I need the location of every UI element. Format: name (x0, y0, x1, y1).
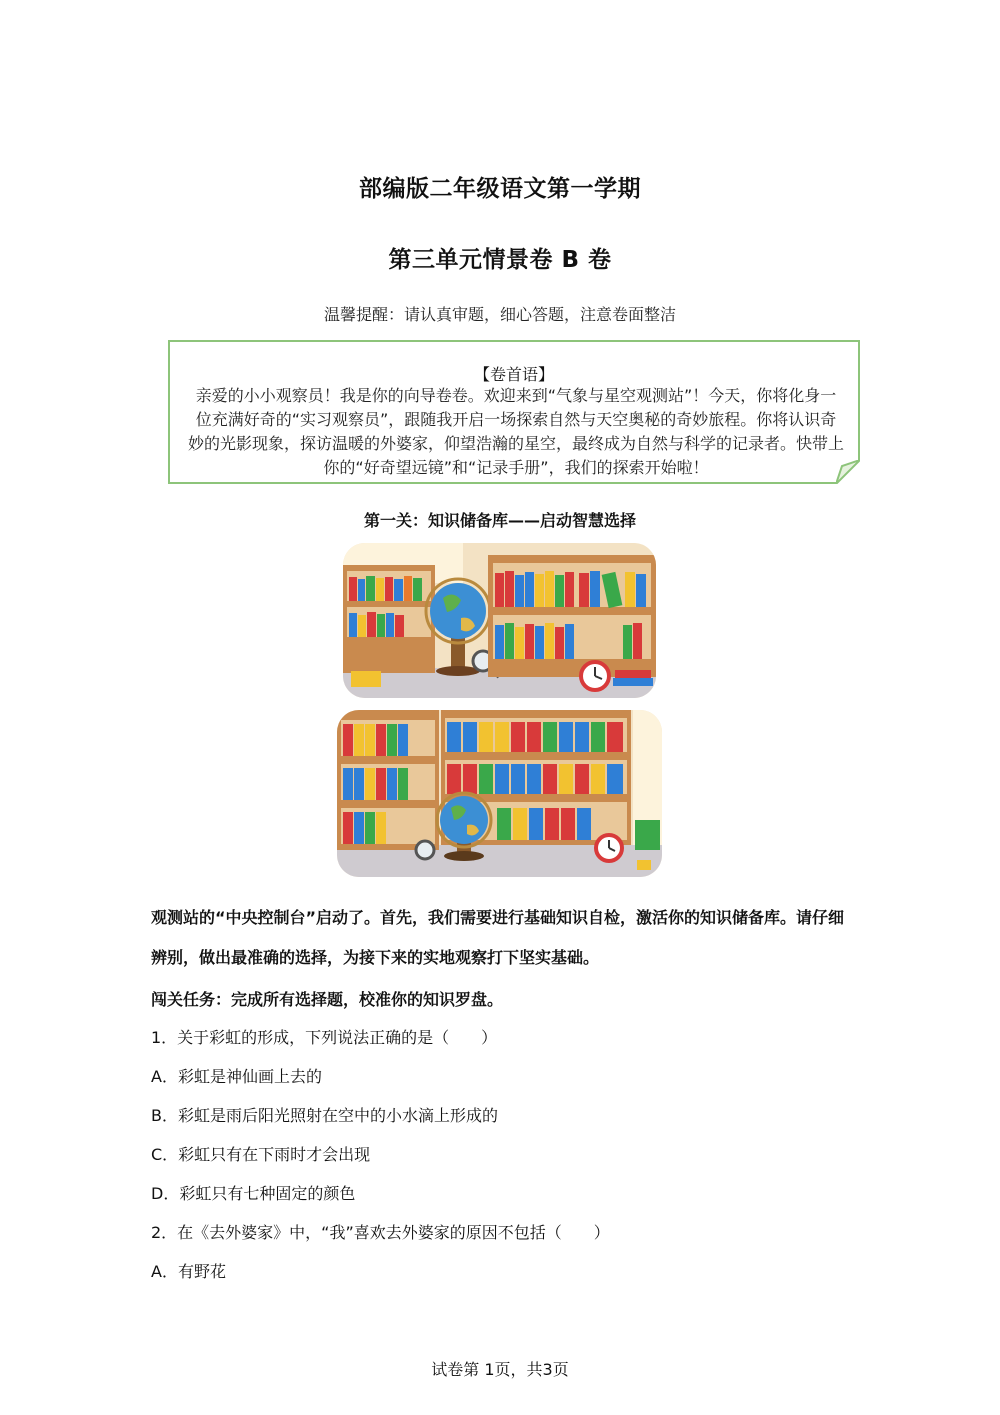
section-task: 闯关任务：完成所有选择题，校准你的知识罗盘。 (151, 990, 504, 1009)
question-1-stem: 1．关于彩虹的形成，下列说法正确的是（ ） (151, 1028, 498, 1047)
page-curl-icon (836, 460, 860, 484)
page-footer: 试卷第 1页，共3页 (431, 1360, 569, 1379)
library-illustration-2 (337, 710, 662, 877)
preface-title: 【卷首语】 (473, 365, 554, 384)
question-2-option-a: A．有野花 (151, 1262, 226, 1281)
question-1-option-a: A．彩虹是神仙画上去的 (151, 1067, 322, 1086)
question-1-option-d: D．彩虹只有七种固定的颜色 (151, 1184, 356, 1203)
section-heading: 第一关：知识储备库——启动智慧选择 (363, 511, 636, 530)
preface-text: 亲爱的小小观察员！我是你的向导卷卷。欢迎来到“气象与星空观测站”！今天，你将化身一位充满好奇的“实习观察员”，跟随我开启一场探索自然与天空奥秘的奇妙旅程。你将认识奇妙的光影现象，探访温暖的外婆家，仰望浩瀚的星空，最终成为自然与科学的记录者。快带上你的“好奇望远镜”和“记录手册”，我们的探索开始啦！ (188, 386, 845, 477)
exam-hint: 温馨提醒：请认真审题，细心答题，注意卷面整洁 (323, 305, 676, 324)
exam-title: 部编版二年级语文第一学期 (359, 176, 641, 202)
question-1-option-c: C．彩虹只有在下雨时才会出现 (151, 1145, 371, 1164)
preface-box (168, 340, 860, 484)
library-illustration-1 (343, 543, 656, 698)
exam-subtitle: 第三单元情景卷 B 卷 (388, 247, 612, 273)
question-2-stem: 2．在《去外婆家》中，“我”喜欢去外婆家的原因不包括（ ） (151, 1223, 610, 1242)
section-intro: 观测站的“中央控制台”启动了。首先，我们需要进行基础知识自检，激活你的知识储备库。请仔细辨别，做出最准确的选择，为接下来的实地观察打下坚实基础。 (151, 908, 845, 967)
question-1-option-b: B．彩虹是雨后阳光照射在空中的小水滴上形成的 (151, 1106, 498, 1125)
